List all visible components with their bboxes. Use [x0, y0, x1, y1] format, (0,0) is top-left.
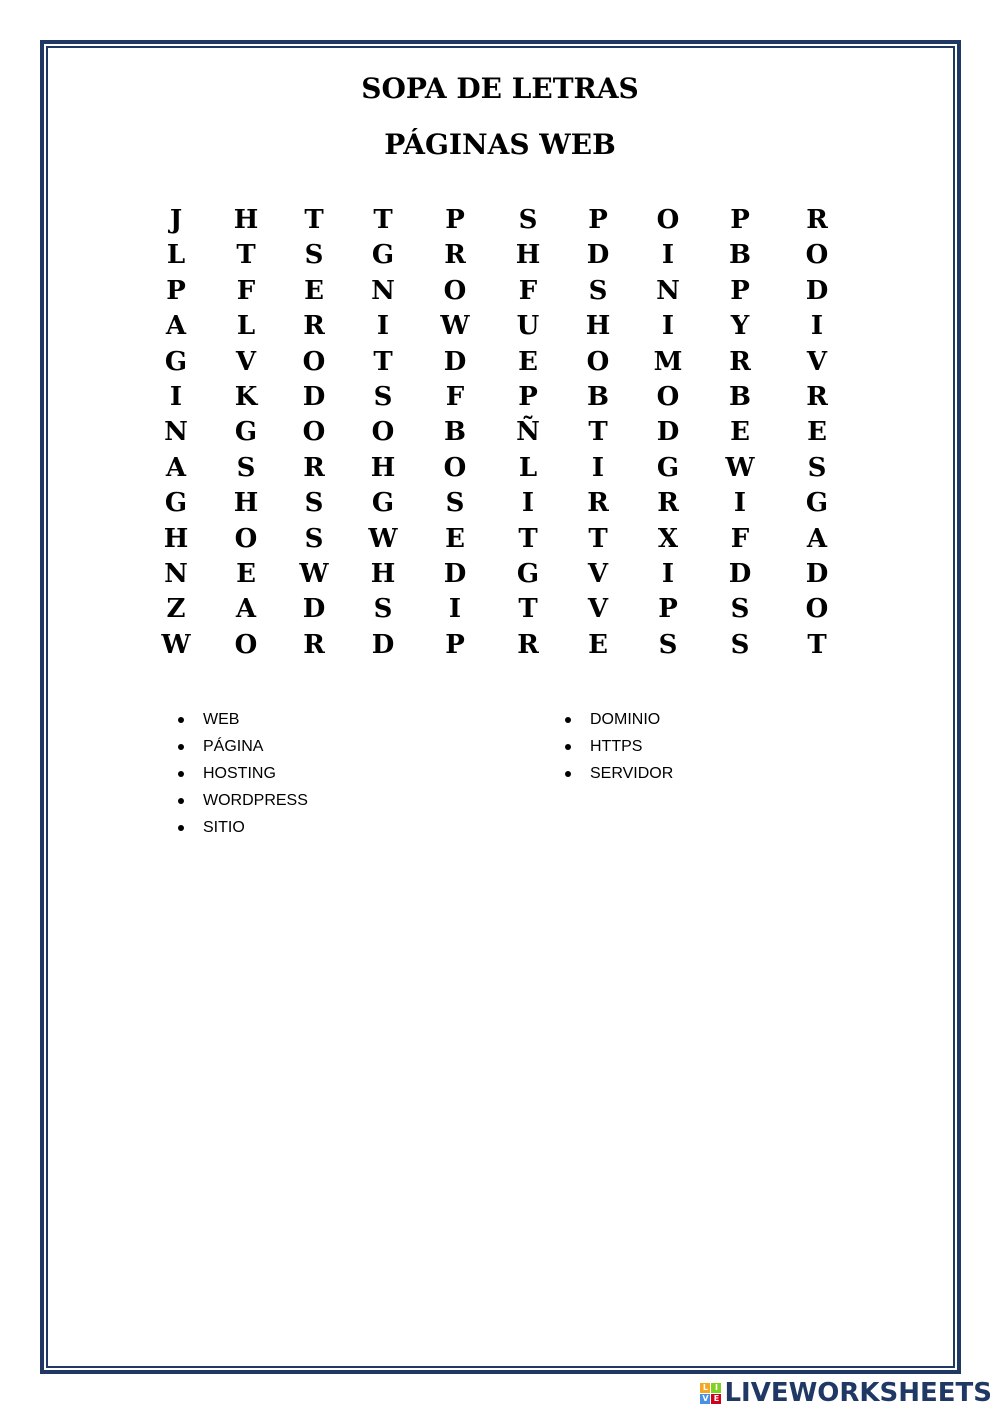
grid-letter: G — [516, 559, 540, 589]
grid-letter: R — [587, 488, 609, 519]
word-label: HTTPS — [590, 738, 643, 755]
bullet-icon — [178, 717, 184, 723]
grid-letter: I — [169, 382, 183, 412]
grid-letter: J — [169, 205, 183, 235]
grid-letter: B — [729, 382, 751, 412]
grid-letter: F — [236, 275, 256, 306]
grid-letter: G — [371, 240, 395, 271]
grid-letter: I — [521, 488, 535, 519]
grid-letter: T — [807, 629, 827, 660]
grid-letter: T — [518, 523, 538, 554]
grid-letter: P — [445, 629, 465, 660]
grid-letter: H — [370, 559, 396, 589]
grid-letter: V — [235, 346, 257, 377]
grid-letter: N — [371, 275, 395, 306]
word-list-right — [562, 709, 673, 790]
grid-letter: S — [730, 629, 750, 660]
grid-letter: L — [166, 240, 186, 271]
grid-letter: O — [443, 452, 467, 483]
grid-letter: D — [302, 382, 326, 412]
grid-letter: O — [805, 594, 829, 625]
grid-letter: Z — [166, 594, 186, 625]
grid-letter: S — [658, 629, 678, 660]
grid-letter: E — [236, 559, 256, 589]
word-label: SITIO — [203, 819, 245, 836]
bullet-icon — [565, 717, 571, 723]
grid-letter: P — [730, 205, 750, 235]
grid-letter: D — [805, 275, 829, 306]
grid-letter: S — [518, 205, 538, 235]
grid-letter: B — [444, 417, 466, 448]
grid-letter: O — [805, 240, 829, 271]
grid-letter: D — [443, 346, 467, 377]
grid-letter: A — [806, 523, 828, 554]
grid-letter: P — [518, 382, 538, 412]
grid-letter: O — [234, 629, 258, 660]
grid-letter: T — [373, 346, 393, 377]
grid-letter: V — [587, 559, 609, 589]
grid-letter: D — [371, 629, 395, 660]
logo-tile: V — [702, 1393, 709, 1403]
bullet-icon — [565, 744, 571, 750]
word-list-item — [562, 709, 673, 736]
grid-letter: O — [586, 346, 610, 377]
grid-letter: E — [518, 346, 538, 377]
bullet-icon — [178, 798, 184, 804]
grid-letter: S — [373, 594, 393, 625]
grid-letter: H — [233, 488, 259, 519]
logo-tile: L — [700, 1383, 710, 1393]
grid-letter: F — [445, 382, 465, 412]
grid-letter: I — [733, 488, 747, 519]
grid-letter: Ñ — [516, 417, 540, 448]
grid-letter: M — [653, 346, 683, 377]
grid-letter: W — [161, 629, 191, 660]
word-label: WORDPRESS — [203, 792, 308, 809]
grid-letter: P — [588, 205, 608, 235]
grid-letter: S — [588, 275, 608, 306]
grid-letter: R — [806, 382, 828, 412]
grid-letter: I — [591, 452, 605, 483]
grid-letter: E — [304, 275, 324, 306]
word-list-item — [562, 763, 673, 790]
grid-letter: T — [588, 523, 608, 554]
bullet-icon — [178, 771, 184, 777]
word-list-left — [175, 709, 308, 844]
grid-letter: O — [656, 382, 680, 412]
grid-letter: G — [371, 488, 395, 519]
grid-letter: D — [586, 240, 610, 271]
grid-letter: S — [807, 452, 827, 483]
grid-letter: N — [656, 275, 680, 306]
bullet-icon — [178, 825, 184, 831]
grid-letter: S — [304, 523, 324, 554]
grid-letter: G — [805, 488, 829, 519]
grid-letter: D — [302, 594, 326, 625]
grid-letter: O — [302, 346, 326, 377]
word-list-item — [175, 709, 308, 736]
grid-letter: O — [656, 205, 680, 235]
grid-letter: R — [444, 240, 466, 271]
grid-letter: H — [515, 240, 541, 271]
grid-letter: K — [234, 382, 258, 412]
grid-letter: W — [368, 523, 398, 554]
grid-letter: O — [234, 523, 258, 554]
grid-letter: F — [518, 275, 538, 306]
grid-letter: Y — [730, 311, 750, 342]
grid-letter: P — [166, 275, 186, 306]
logo-tile: E — [711, 1394, 721, 1404]
grid-letter: P — [658, 594, 678, 625]
grid-letter: R — [303, 629, 325, 660]
grid-letter: W — [725, 452, 755, 483]
grid-letter: X — [657, 523, 679, 554]
grid-letter: R — [517, 629, 539, 660]
grid-letter: B — [729, 240, 751, 271]
page-title: SOPA DE LETRAS — [361, 72, 639, 105]
grid-letter: A — [165, 311, 187, 342]
grid-letter: S — [445, 488, 465, 519]
word-list-item — [562, 736, 673, 763]
word-label: SERVIDOR — [590, 765, 674, 782]
grid-letter: O — [443, 275, 467, 306]
grid-letter: O — [371, 417, 395, 448]
grid-letter: T — [588, 417, 608, 448]
grid-letter: V — [587, 594, 609, 625]
grid-letter: D — [805, 559, 829, 589]
grid-letter: S — [730, 594, 750, 625]
grid-letter: A — [235, 594, 257, 625]
grid-letter: S — [373, 382, 393, 412]
grid-letter: R — [657, 488, 679, 519]
grid-letter: N — [164, 417, 188, 448]
grid-letter: F — [730, 523, 750, 554]
grid-letter: W — [299, 559, 329, 589]
word-label: DOMINIO — [590, 711, 661, 728]
liveworksheets-watermark — [700, 1378, 992, 1408]
grid-letter: H — [163, 523, 189, 554]
grid-letter: D — [656, 417, 680, 448]
grid-letter: T — [236, 240, 256, 271]
grid-letter: P — [445, 205, 465, 235]
grid-letter: O — [302, 417, 326, 448]
grid-letter: S — [304, 488, 324, 519]
grid-letter: L — [518, 452, 538, 483]
word-list-item — [175, 763, 308, 790]
grid-letter: G — [164, 488, 188, 519]
liveworksheets-logo-icon — [700, 1383, 721, 1404]
grid-letter: N — [164, 559, 188, 589]
grid-letter: S — [304, 240, 324, 271]
grid-letter: H — [370, 452, 396, 483]
grid-letter: I — [810, 311, 824, 342]
grid-letter: P — [730, 275, 750, 306]
word-list-item — [175, 736, 308, 763]
grid-letter: R — [806, 205, 828, 235]
bullet-icon — [565, 771, 571, 777]
word-label: HOSTING — [203, 765, 276, 782]
grid-letter: G — [656, 452, 680, 483]
page-border-inner — [46, 46, 955, 1368]
grid-letter: T — [304, 205, 324, 235]
grid-letter: S — [236, 452, 256, 483]
grid-letter: V — [806, 346, 828, 377]
grid-letter: I — [376, 311, 390, 342]
grid-letter: G — [164, 346, 188, 377]
grid-letter: I — [661, 311, 675, 342]
grid-letter: W — [440, 311, 470, 342]
grid-letter: I — [661, 559, 675, 589]
word-label: PÁGINA — [203, 738, 264, 755]
page-subtitle: PÁGINAS WEB — [384, 128, 616, 161]
grid-letter: B — [587, 382, 609, 412]
word-list-item — [175, 817, 308, 844]
grid-letter: U — [516, 311, 540, 342]
grid-letter: G — [234, 417, 258, 448]
logo-tile: I — [711, 1383, 721, 1393]
grid-letter: E — [807, 417, 827, 448]
grid-letter: H — [233, 205, 259, 235]
grid-letter: L — [236, 311, 256, 342]
word-list-item — [175, 790, 308, 817]
grid-letter: R — [729, 346, 751, 377]
grid-letter: E — [588, 629, 608, 660]
grid-letter: D — [443, 559, 467, 589]
word-label: WEB — [203, 711, 240, 728]
bullet-icon — [178, 744, 184, 750]
grid-letter: E — [445, 523, 465, 554]
grid-letter: A — [165, 452, 187, 483]
grid-letter: E — [730, 417, 750, 448]
grid-letter: D — [728, 559, 752, 589]
watermark-text: LIVEWORKSHEETS — [724, 1378, 992, 1408]
grid-letter: T — [373, 205, 393, 235]
grid-letter: R — [303, 452, 325, 483]
grid-letter: I — [448, 594, 462, 625]
grid-letter: R — [303, 311, 325, 342]
grid-letter: I — [661, 240, 675, 271]
grid-letter: H — [585, 311, 611, 342]
grid-letter: T — [518, 594, 538, 625]
